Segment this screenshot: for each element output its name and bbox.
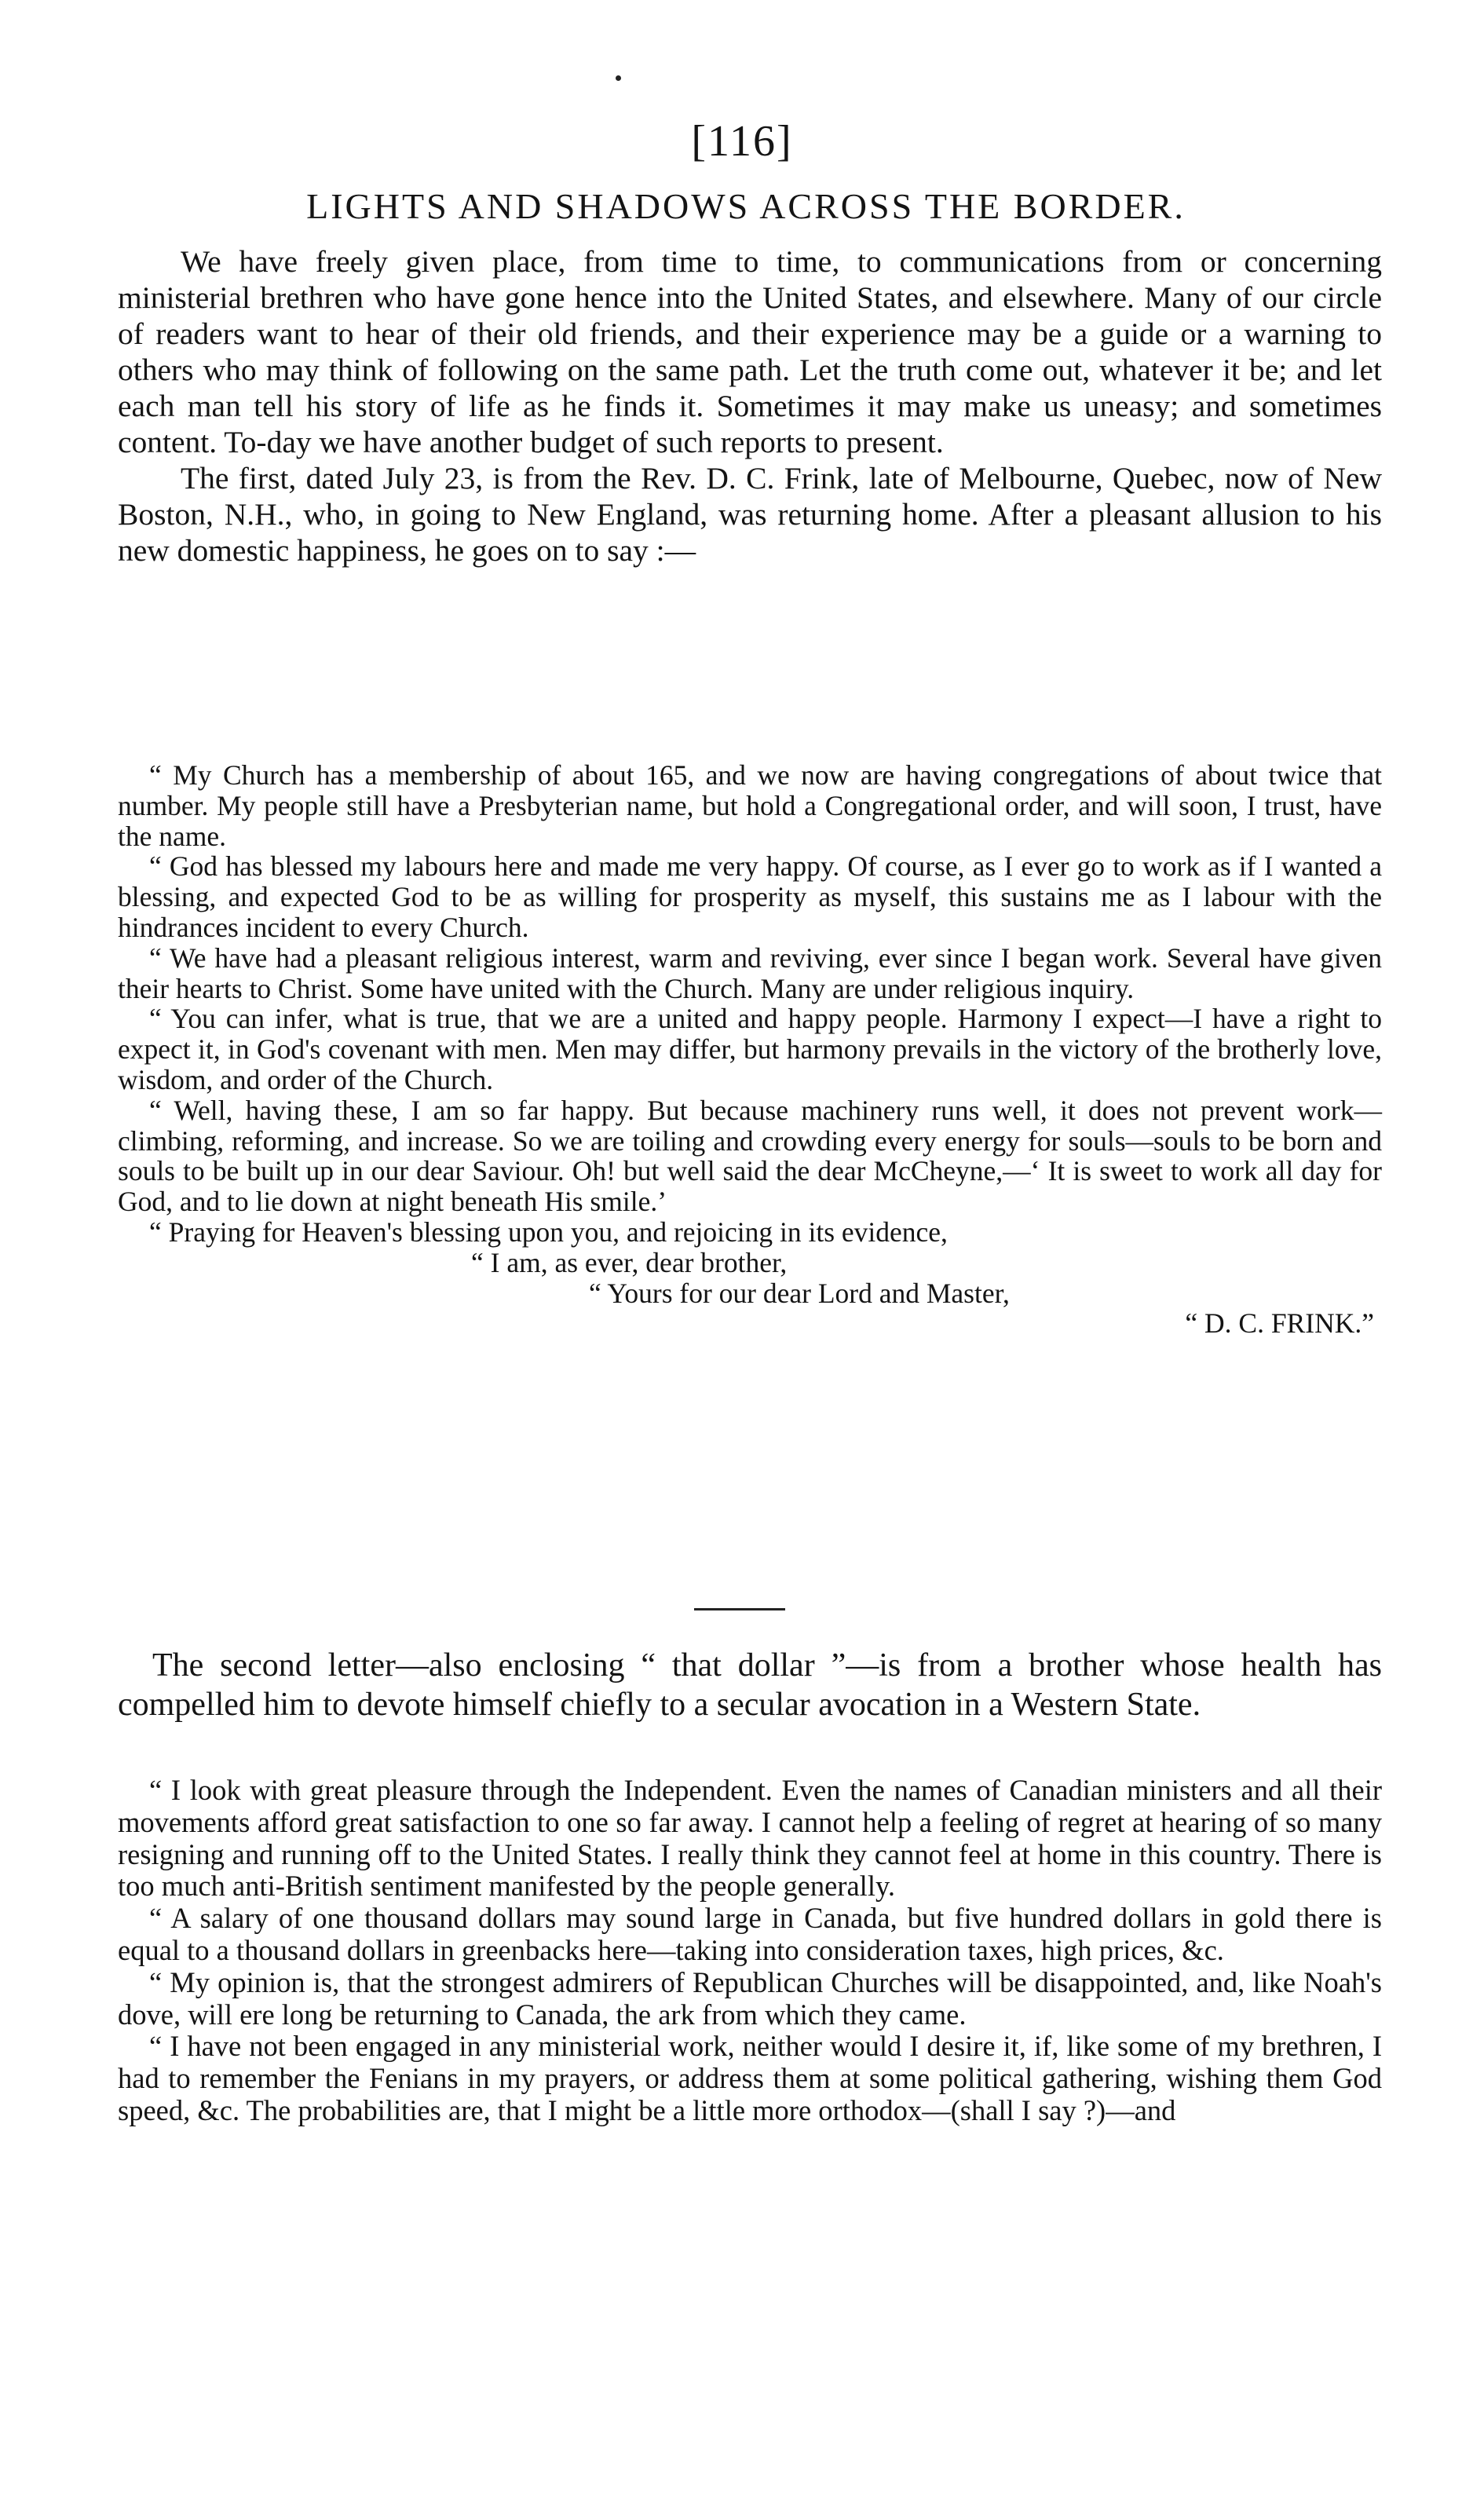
letter-paragraph: “ A salary of one thousand dollars may sound large in Canada, but five hundred dollars in gold there is equal to a thousand dollars in greenbacks here—taking into consideration taxes, high prices, &c.: [118, 1902, 1382, 1966]
letter-paragraph: “ I look with great pleasure through the Independent. Even the names of Canadian ministers and all their movements afford great satisfaction to one so far away. I cannot help a feeling of regret at hearing of so many resigning and running off to the United States. I really think they cannot feel at home in this country. There is too much anti-British sentiment manifested by the people generally.: [118, 1774, 1382, 1903]
letter-paragraph: “ You can infer, what is true, that we are a united and happy people. Harmony I expect—I have a right to expect it, in God's covenant with men. Men may differ, but harmony prevails in the victory of the brotherly love, wisdom, and order of the Church.: [118, 1003, 1382, 1095]
intro-section: [118, 243, 1382, 568]
letter-paragraph: “ Praying for Heaven's blessing upon you, and rejoicing in its evidence,: [149, 1216, 948, 1248]
intro-paragraph: The first, dated July 23, is from the Rev. D. C. Frink, late of Melbourne, Quebec, now of New Boston, N.H., who, in going to New England, was returning home. After a pleasant allusion to his new domestic happiness, he goes on to say :—: [118, 461, 1382, 568]
ink-speck: [616, 75, 621, 81]
letter-paragraph: “ My Church has a membership of about 165, and we now are having congregations of about twice that number. My people still have a Presbyterian name, but hold a Congregational order, and will soon, I trust, have the name.: [118, 759, 1382, 852]
second-letter-intro: [118, 1646, 1382, 1724]
page-number: [116]: [691, 117, 793, 166]
section-divider: [694, 1608, 785, 1610]
closing-line-2: “ Yours for our dear Lord and Master,: [589, 1277, 1010, 1309]
second-letter: [118, 1775, 1382, 2127]
letter-paragraph: “ Well, having these, I am so far happy. But because machinery runs well, it does not prevent work—climbing, reforming, and increase. So we are toiling and crowding every energy for souls—souls to be born and souls to be built up in our dear Saviour. Oh! but well said the dear McCheyne,—‘ It is sweet to work all day for God, and to lie down at night beneath His smile.’: [118, 1094, 1382, 1218]
letter-paragraph: “ I have not been engaged in any ministerial work, neither would I desire it, if, like some of my brethren, I had to remember the Fenians in my prayers, or address them at some political gathering, wishing them God speed, &c. The probabilities are, that I might be a little more orthodox—(shall I say ?)—and: [118, 2030, 1382, 2126]
second-intro-paragraph: The second letter—also enclosing “ that dollar ”—is from a brother whose health has compelled him to devote himself chiefly to a secular avocation in a Western State.: [118, 1647, 1382, 1723]
letter-closing: [118, 1248, 1382, 1339]
letter-paragraph: “ God has blessed my labours here and made me very happy. Of course, as I ever go to work as if I wanted a blessing, and expected God to be as willing for prosperity as myself, this sustains me as I labour with the hindrances incident to every Church.: [118, 850, 1382, 943]
letter-paragraph: “ We have had a pleasant religious interest, warm and reviving, ever since I began work. Several have given their hearts to Christ. Some have united with the Church. Many are under religious inquiry.: [118, 941, 1382, 1004]
signature: “ D. C. FRINK.”: [1185, 1307, 1374, 1340]
intro-paragraph: We have freely given place, from time to time, to communications from or concerning ministerial brethren who have gone hence into the United States, and elsewhere. Many of our circle of readers want to hear of their old friends, and their experience may be a guide or a warning to others who may think of following on the same path. Let the truth come out, whatever it be; and let each man tell his story of life as he finds it. Sometimes it may make us uneasy; and sometimes content. To-day we have another budget of such reports to present.: [118, 244, 1382, 459]
closing-line-1: “ I am, as ever, dear brother,: [471, 1246, 788, 1278]
article-title: LIGHTS AND SHADOWS ACROSS THE BORDER.: [306, 186, 1186, 226]
first-letter: [118, 760, 1382, 1339]
letter-paragraph: “ My opinion is, that the strongest admirers of Republican Churches will be disappointed, and, like Noah's dove, will ere long be returning to Canada, the ark from which they came.: [118, 1965, 1382, 2031]
